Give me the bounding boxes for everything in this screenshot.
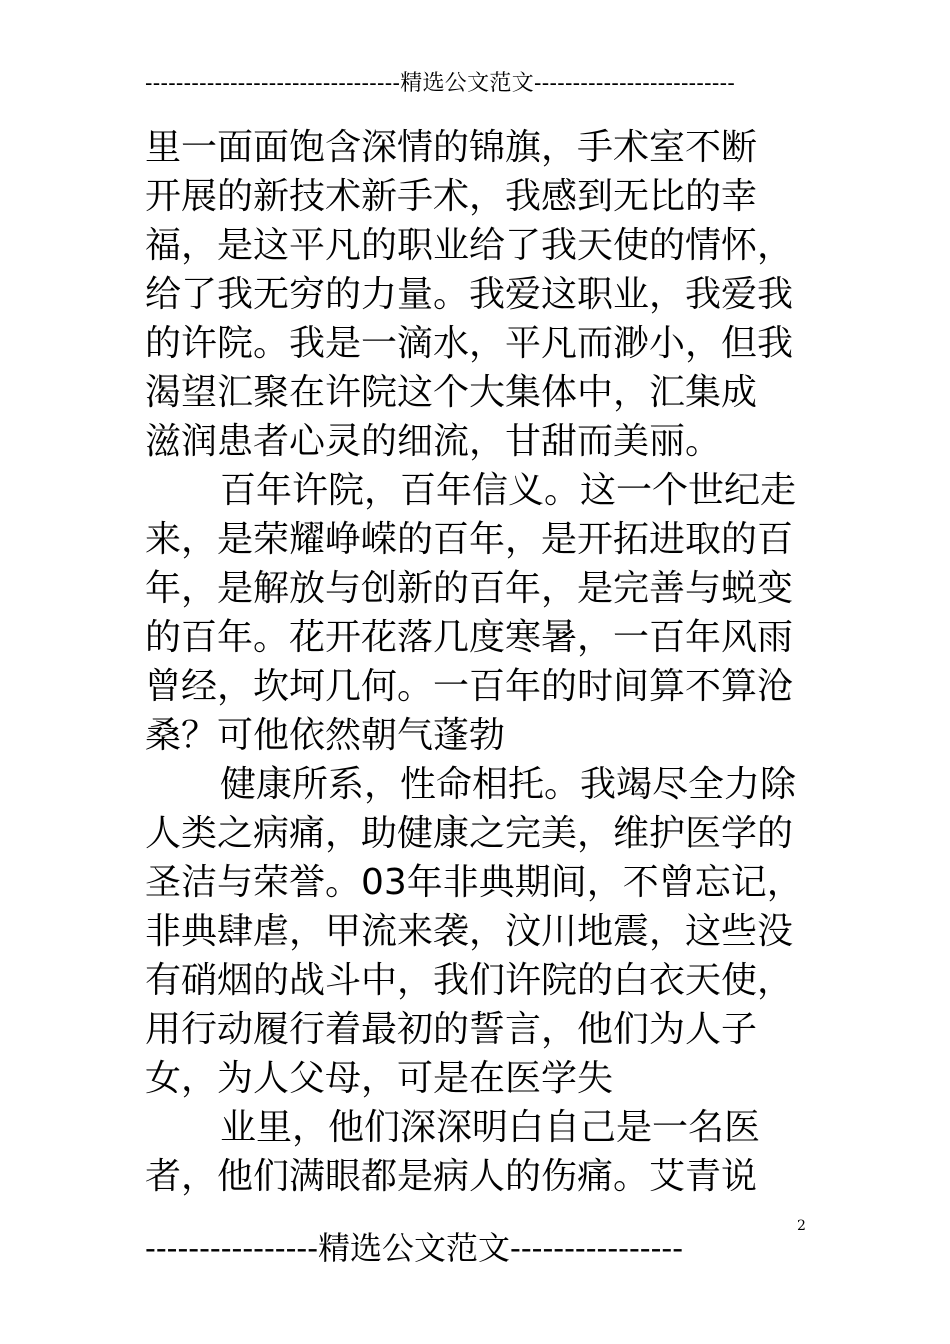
body-line: 曾经，坎坷几何。一百年的时间算不算沧 <box>145 666 794 707</box>
body-line: 来，是荣耀峥嵘的百年，是开拓进取的百 <box>145 519 794 560</box>
body-line: 桑？可他依然朝气蓬勃 <box>145 715 506 756</box>
body-line: 渴望汇聚在许院这个大集体中，汇集成 <box>145 372 758 413</box>
body-line: 滋润患者心灵的细流，甘甜而美丽。 <box>145 421 722 462</box>
body-line: 有硝烟的战斗中，我们许院的白衣天使， <box>145 960 794 1001</box>
body-line: 业里，他们深深明白自己是一名医 <box>220 1107 761 1148</box>
body-line: 者，他们满眼都是病人的伤痛。艾青说 <box>145 1156 758 1197</box>
body-line: 人类之病痛，助健康之完美，维护医学的 <box>145 813 794 854</box>
body-line: 健康所系，性命相托。我竭尽全力除 <box>220 764 797 805</box>
body-line: 的许院。我是一滴水，平凡而渺小，但我 <box>145 323 794 364</box>
body-line: 圣洁与荣誉。03年非典期间，不曾忘记， <box>145 862 803 903</box>
body-line: 里一面面饱含深情的锦旗，手术室不断 <box>145 127 758 168</box>
page-footer: ----------------精选公文范文---------------- <box>145 1229 684 1267</box>
body-line: 福，是这平凡的职业给了我天使的情怀， <box>145 225 794 266</box>
body-line: 女，为人父母，可是在医学失 <box>145 1058 614 1099</box>
body-line: 开展的新技术新手术，我感到无比的幸 <box>145 176 758 217</box>
body-line: 非典肆虐，甲流来袭，汶川地震，这些没 <box>145 911 794 952</box>
body-line: 年，是解放与创新的百年，是完善与蜕变 <box>145 568 794 609</box>
page-number: 2 <box>797 1218 806 1234</box>
body-line: 用行动履行着最初的誓言，他们为人子 <box>145 1009 758 1050</box>
body-line: 百年许院，百年信义。这一个世纪走 <box>220 470 797 511</box>
body-line: 的百年。花开花落几度寒暑，一百年风雨 <box>145 617 794 658</box>
page-header: ---------------------------------精选公文范文-------------------------- <box>145 71 736 96</box>
document-body <box>145 123 810 1201</box>
body-line: 给了我无穷的力量。我爱这职业，我爱我 <box>145 274 794 315</box>
